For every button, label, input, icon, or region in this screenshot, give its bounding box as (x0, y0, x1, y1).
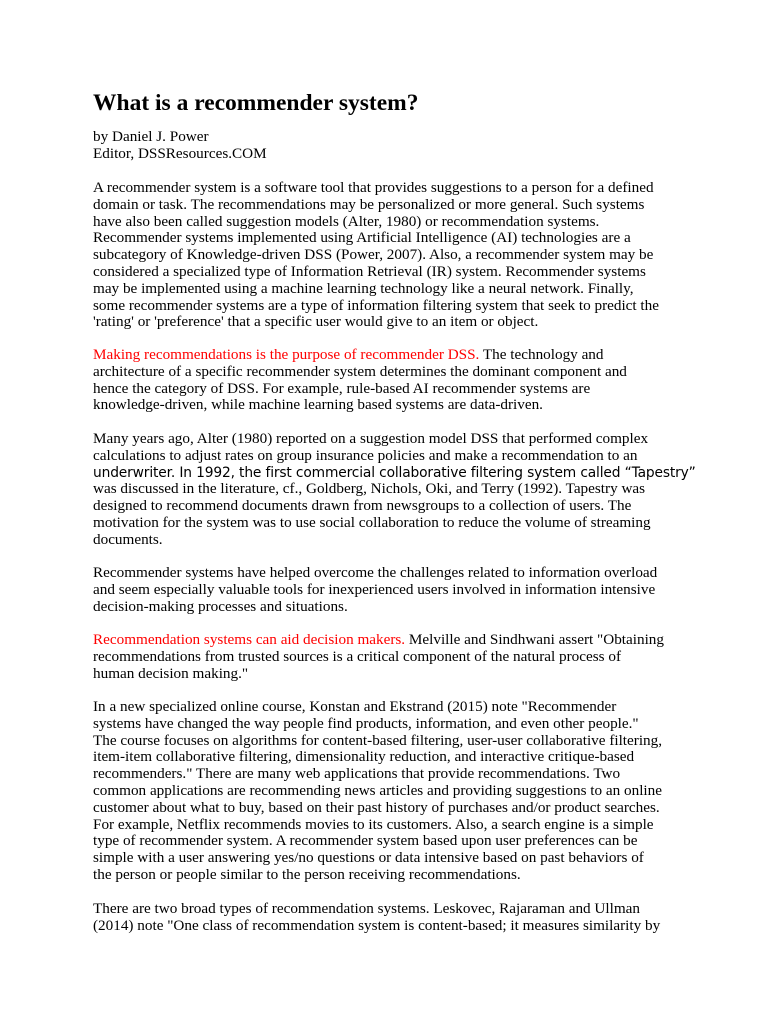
byline-role: Editor, DSSResources.COM (93, 144, 267, 162)
paragraph-line: domain or task. The recommendations may be personalized or more general. Such systems (93, 195, 645, 213)
paragraph-line: In a new specialized online course, Konstan and Ekstrand (2015) note "Recommender (93, 698, 617, 715)
paragraph-line: knowledge-driven, while machine learning based systems are data-driven. (93, 396, 543, 414)
paragraph-line: Recommender systems have helped overcome the challenges related to information overload (93, 564, 658, 581)
paragraph-line: architecture of a specific recommender system determines the dominant component and (93, 362, 627, 380)
paragraph-line: systems have changed the way people find products, information, and even other people." (93, 714, 639, 732)
paragraph-decision-makers (93, 632, 664, 682)
paragraph-line: underwriter. In 1992, the first commercial collaborative filtering system called “Tapestry” (93, 464, 696, 481)
paragraph-line: hence the category of DSS. For example, rule-based AI recommender systems are (93, 379, 591, 397)
paragraph-line: recommenders." There are many web applications that provide recommendations. Two (93, 765, 621, 783)
paragraph-line: the person or people similar to the person receiving recommendations. (93, 865, 521, 883)
paragraph-line: human decision making." (93, 664, 249, 682)
paragraph-line: Many years ago, Alter (1980) reported on a suggestion model DSS that performed complex (93, 430, 649, 447)
paragraph-line: There are two broad types of recommendation systems. Leskovec, Rajaraman and Ullman (93, 900, 640, 917)
paragraph-line: documents. (93, 530, 163, 548)
byline-author: by Daniel J. Power (93, 128, 209, 145)
paragraph-line: The course focuses on algorithms for content-based filtering, user-user collaborative filtering, (93, 731, 663, 749)
paragraph-line: and seem especially valuable tools for inexperienced users involved in information intensive (93, 580, 656, 598)
paragraph-line: may be implemented using a machine learning technology like a neural network. Finally, (93, 279, 634, 297)
paragraph-line (93, 347, 627, 364)
paragraph-line: customer about what to buy, based on their past history of purchases and/or product searches. (93, 798, 660, 816)
paragraph-intro (93, 180, 659, 331)
paragraph-line: have also been called suggestion models (Alter, 1980) or recommendation systems. (93, 212, 600, 230)
paragraph-line: A recommender system is a software tool that provides suggestions to a person for a defined (93, 179, 654, 196)
paragraph-line: considered a specialized type of Information Retrieval (IR) system. Recommender systems (93, 262, 646, 280)
paragraph-line: was discussed in the literature, cf., Goldberg, Nichols, Oki, and Terry (1992). Tapestry was (93, 480, 646, 498)
paragraph-line (93, 632, 664, 649)
paragraph-line: item-item collaborative filtering, dimensionality reduction, and interactive critique-based (93, 748, 635, 766)
paragraph-line: 'rating' or 'preference' that a specific user would give to an item or object. (93, 313, 539, 331)
paragraph-line: motivation for the system was to use social collaboration to reduce the volume of streaming (93, 513, 651, 531)
paragraph-line: calculations to adjust rates on group insurance policies and make a recommendation to an (93, 446, 638, 464)
page-title: What is a recommender system? (93, 90, 419, 116)
paragraph-line: common applications are recommending news articles and providing suggestions to an online (93, 781, 662, 799)
paragraph-line: (2014) note "One class of recommendation system is content-based; it measures similarity by (93, 916, 661, 934)
paragraph-online-course (93, 699, 662, 884)
paragraph-line: Recommender systems implemented using Artificial Intelligence (AI) technologies are a (93, 229, 631, 247)
byline (93, 129, 267, 163)
paragraph-history (93, 431, 696, 549)
highlight-purpose: Making recommendations is the purpose of recommender DSS. (93, 346, 480, 363)
paragraph-overload (93, 565, 657, 615)
paragraph-line: For example, Netflix recommends movies to its customers. Also, a search engine is a simple (93, 815, 654, 833)
paragraph-line: type of recommender system. A recommender system based upon user preferences can be (93, 832, 638, 850)
highlight-decision-makers: Recommendation systems can aid decision makers. (93, 631, 406, 648)
paragraph-purpose (93, 347, 627, 414)
paragraph-text: The technology and (479, 346, 604, 363)
paragraph-line: decision-making processes and situations. (93, 597, 348, 615)
paragraph-line: simple with a user answering yes/no questions or data intensive based on past behaviors of (93, 849, 644, 867)
paragraph-line: designed to recommend documents drawn from newsgroups to a collection of users. The (93, 497, 632, 515)
paragraph-line: subcategory of Knowledge-driven DSS (Power, 2007). Also, a recommender system may be (93, 246, 654, 264)
paragraph-line: some recommender systems are a type of information filtering system that seek to predict the (93, 296, 659, 314)
paragraph-text: Melville and Sindhwani assert "Obtaining (405, 631, 664, 648)
paragraph-types (93, 901, 660, 935)
paragraph-line: recommendations from trusted sources is a critical component of the natural process of (93, 647, 622, 665)
